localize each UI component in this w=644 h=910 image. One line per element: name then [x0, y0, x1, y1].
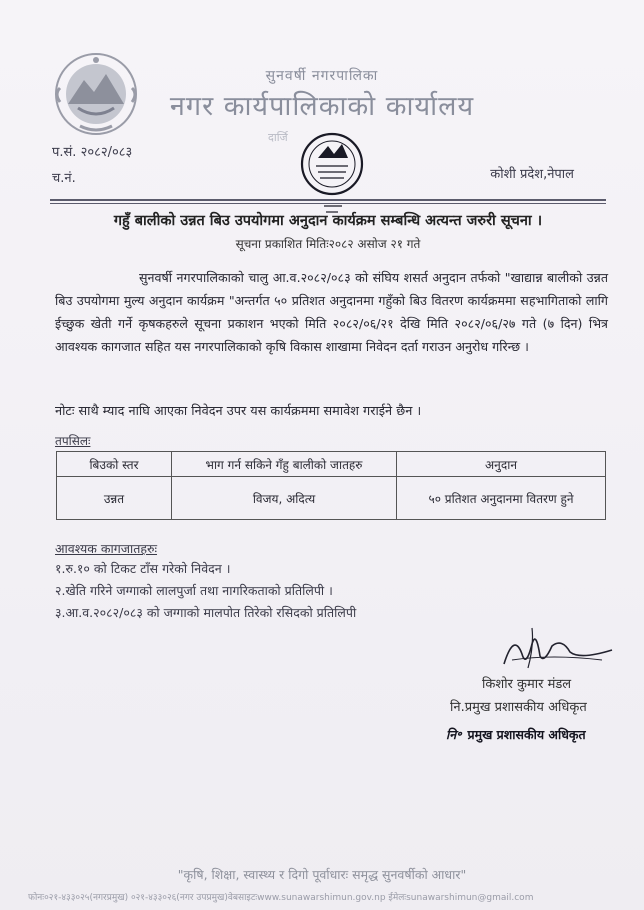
province-address: कोशी प्रदेश,नेपाल — [490, 167, 574, 182]
notice-body — [55, 266, 608, 358]
notice-body-text: सुनवर्षी नगरपालिकाको चालु आ.व.२०८२/०८३ को संघिय शसर्त अनुदान तर्फको "खाद्यान्न बालीको उन्नत बिउ उपयोगमा मुल्य अनुदान कार्यक्रम "अन्तर्गत ५० प्रतिशत अनुदानमा गहुँको बिउ वितरण कार्यक्रममा सहभागिताको लागि ईच्छुक खेती गर्ने कृषकहरुले सूचना प्रकाशन भएको मिति २०८२/०६/२१ देखि मिति २०८२/०६/२७ गते (७ दिन) भित्र आवश्यक कागजात सहित यस नगरपालिकाको कृषि विकास शाखामा निवेदन दर्ता गराउन अनुरोध गरिन्छ । — [55, 270, 608, 354]
signatory-name: किशोर कुमार मंडल — [482, 677, 572, 692]
header-divider-thin — [50, 203, 606, 204]
table-row — [57, 477, 606, 520]
letter-number: प.सं. २०८२/०८३ — [52, 145, 133, 160]
list-item: २.खेति गरिने जग्गाको लालपुर्जा तथा नागरिकताको प्रतिलिपी । — [55, 583, 333, 598]
col-seed-grade: बिउको स्तर — [57, 452, 172, 477]
cell-seed-grade: उन्नत — [57, 477, 172, 520]
table-header-row — [57, 452, 606, 477]
list-item: ३.आ.व.२०८२/०८३ को जग्गाको मालपोत तिरेको रसिदको प्रतिलिपी — [55, 605, 357, 620]
designation-stamp — [446, 726, 586, 743]
deadline-note: नोटः साथै म्याद नाघि आएका निवेदन उपर यस कार्यक्रममा समावेश गराईने छैन । — [55, 404, 422, 419]
signatory-title: नि.प्रमुख प्रशासकीय अधिकृत — [450, 700, 587, 715]
notice-title: गहुँ बालीको उन्नत बिउ उपयोगमा अनुदान कार्यक्रम सम्बन्धि अत्यन्त जरुरी सूचना । — [113, 213, 543, 229]
header-divider — [50, 199, 606, 201]
signature-icon — [492, 624, 622, 672]
required-documents-label: आवश्यक कागजातहरुः — [55, 541, 158, 556]
publication-date: सूचना प्रकाशित मितिः२०८२ असोज २१ गते — [235, 237, 421, 251]
seed-details-table — [56, 451, 606, 520]
municipality-name: सुनवर्षी नगरपालिका — [265, 68, 379, 84]
col-subsidy: अनुदान — [397, 452, 606, 477]
details-label: तपसिलः — [55, 434, 91, 448]
stamp-title: प्रमुख प्रशासकीय अधिकृत — [467, 727, 586, 742]
list-item: १.रु.१० को टिकट टाँस गरेको निवेदन । — [55, 561, 231, 576]
cell-subsidy: ५० प्रतिशत अनुदानमा वितरण हुने — [397, 477, 606, 520]
office-name-faded: दार्जि — [268, 131, 288, 144]
stamp-prefix: नि॰ — [446, 727, 462, 742]
footer-contact: फोनः०२१-४३३०२५(नगरप्रमुख) ०२१-४३३०२६(नगर उपप्रमुख)वेबसाइटःwww.sunawarshimun.gov.np ईमेलःsunawarshimun@gmail.com — [28, 893, 534, 903]
footer-motto: "कृषि, शिक्षा, स्वास्थ्य र दिगो पूर्वाधारः समृद्ध सुनवर्षीको आधार" — [177, 867, 467, 882]
col-wheat-varieties: भाग गर्न सकिने गँहु बालीको जातहरु — [172, 452, 397, 477]
cell-varieties: विजय, अदित्य — [172, 477, 397, 520]
office-name: नगर कार्यपालिकाको कार्यालय — [169, 91, 475, 122]
dispatch-number: च.नं. — [52, 171, 76, 186]
